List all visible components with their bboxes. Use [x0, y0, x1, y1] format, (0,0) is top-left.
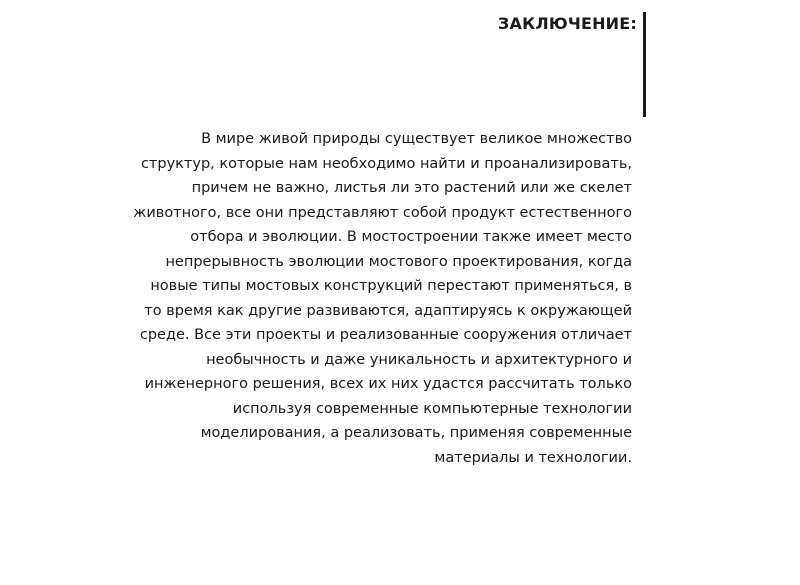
paragraph-line: животного, все они представляют собой продукт естественного — [133, 204, 632, 221]
paragraph-line: отбора и эволюции. В мостостроении также имеет место — [190, 229, 632, 245]
paragraph-line: то время как другие развиваются, адаптируясь к окружающей — [144, 302, 632, 319]
paragraph-line: структур, которые нам необходимо найти и проанализировать, — [140, 155, 632, 172]
paragraph-line: причем не важно, листья ли это растений или же скелет — [191, 180, 632, 196]
title-divider-line — [643, 12, 646, 117]
conclusion-paragraph — [12, 127, 632, 470]
paragraph-line: непрерывность эволюции мостового проектирования, когда — [165, 253, 632, 270]
paragraph-line: необычность и даже уникальность и архитектурного и — [206, 351, 632, 368]
slide-title: ЗАКЛЮЧЕНИЕ: — [497, 14, 637, 33]
paragraph-line: используя современные компьютерные технологии — [232, 400, 632, 417]
paragraph-line: материалы и технологии. — [434, 449, 632, 466]
paragraph-line: моделирования, а реализовать, применяя современные — [200, 425, 632, 441]
paragraph-line: В мире живой природы существует великое множество — [201, 131, 632, 147]
paragraph-line: инженерного решения, всех их них удастся рассчитать только — [144, 376, 632, 392]
paragraph-line: новые типы мостовых конструкций перестают применяться, в — [150, 278, 632, 294]
paragraph-line: среде. Все эти проекты и реализованные сооружения отличает — [139, 327, 632, 343]
